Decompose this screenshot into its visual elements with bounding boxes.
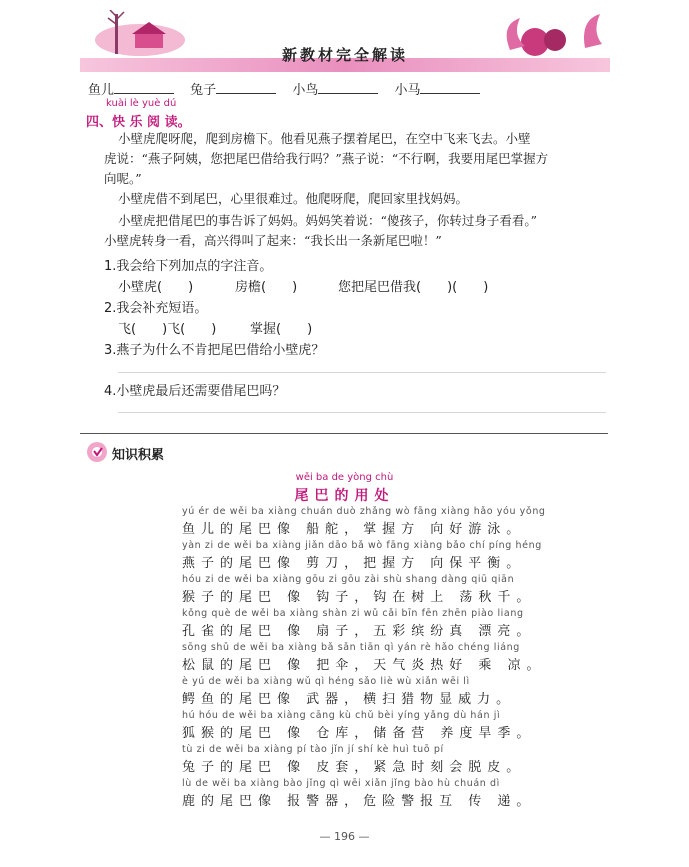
section-divider <box>80 433 608 434</box>
question-3: 3.燕子为什么不肯把尾巴借给小壁虎？ <box>104 343 325 358</box>
poem-line: 狐猴的尾巴 像 仓库，储备营 养度旱季。 <box>182 726 536 741</box>
poem-pinyin-line: hú hóu de wěi ba xiàng cāng kù chǔ bèi yíng yǎng dù hán jì <box>182 710 501 721</box>
poem-line: 松鼠的尾巴 像 把伞，天气炎热好 乘 凉。 <box>182 658 546 673</box>
poem-pinyin-line: è yú de wěi ba xiàng wǔ qì héng sǎo liè wù xiǎn wēi lì <box>182 676 470 687</box>
answer-item[interactable]: 掌握( ) <box>250 322 313 337</box>
answer-line[interactable] <box>118 412 606 413</box>
answer-item[interactable]: 房檐( ) <box>235 280 298 295</box>
poem-line: 鱼儿的尾巴像 船舵，掌握方 向好游泳。 <box>182 522 526 537</box>
question-1: 1.我会给下列加点的字注音。 <box>104 259 273 274</box>
page-number: — 196 — <box>319 830 370 843</box>
poem-line: 猴子的尾巴 像 钩子，钩在树上 荡秋千。 <box>182 590 536 605</box>
poem-pinyin-line: lù de wěi ba xiàng bào jǐng qì wēi xiǎn jǐng bào hù chuán dì <box>182 778 500 789</box>
story-line: 小壁虎借不到尾巴，心里很难过。他爬呀爬，爬回家里找妈妈。 <box>118 191 469 206</box>
story-line: 小壁虎把借尾巴的事告诉了妈妈。妈妈笑着说：“傻孩子，你转过身子看看。” <box>118 213 538 228</box>
answer-line[interactable] <box>118 372 606 373</box>
poem-pinyin-line: tù zi de wěi ba xiàng pí tào jǐn jí shí kè huì tuō pí <box>182 744 444 755</box>
poem-line: 兔子的尾巴 像 皮套，紧急时刻会脱皮。 <box>182 760 526 775</box>
blank-line[interactable] <box>318 81 378 94</box>
fill-blank-row <box>88 79 492 98</box>
poem-line: 鹿的尾巴像 报警器，危险警报互 传 递。 <box>182 794 536 809</box>
poem-pinyin-line: kǒng què de wěi ba xiàng shàn zi wǔ cǎi bīn fēn zhēn piào liang <box>182 608 524 619</box>
question-2: 2.我会补充短语。 <box>104 301 208 316</box>
poem-title-pinyin: wěi ba de yòng chù <box>295 472 394 483</box>
poem-pinyin-line: sōng shǔ de wěi ba xiàng bǎ sǎn tiān qì yán rè hǎo chéng liáng <box>182 642 520 653</box>
fill-blank-label: 兔子 <box>190 83 217 98</box>
poem-pinyin-line: yú ér de wěi ba xiàng chuán duò zhǎng wò fāng xiàng hǎo yóu yǒng <box>182 506 546 517</box>
fill-blank-label: 鱼儿 <box>88 83 115 98</box>
knowledge-icon <box>86 441 108 463</box>
page-header <box>80 10 610 76</box>
answer-item[interactable]: 小壁虎( ) <box>118 280 194 295</box>
poem-pinyin-line: yàn zi de wěi ba xiàng jiǎn dāo bǎ wò fāng xiàng bǎo chí píng héng <box>182 540 542 551</box>
fill-blank-label: 小马 <box>394 83 421 98</box>
answer-item[interactable]: 您把尾巴借我( )( ) <box>338 280 489 295</box>
poem-pinyin-line: hóu zi de wěi ba xiàng gōu zi gōu zài shù shang dàng qiū qiān <box>182 574 515 585</box>
poem-line: 燕子的尾巴像 剪刀，把握方 向保平衡。 <box>182 556 526 571</box>
knowledge-title: 知识积累 <box>112 448 165 463</box>
header-title: 新教材完全解读 <box>281 46 408 64</box>
section-title: 四、快 乐 阅 读。 <box>86 115 191 130</box>
poem-title: 尾巴的用处 <box>294 488 395 504</box>
blank-line[interactable] <box>420 81 480 94</box>
story-line: 小壁虎爬呀爬，爬到房檐下。他看见燕子摆着尾巴，在空中飞来飞去。小壁 <box>118 131 531 146</box>
poem-line: 鳄鱼的尾巴像 武器，横扫猎物显威力。 <box>182 692 516 707</box>
story-line: 小壁虎转身一看，高兴得叫了起来：“我长出一条新尾巴啦！” <box>104 233 442 248</box>
poem-line: 孔雀的尾巴 像 扇子，五彩缤纷真 漂亮。 <box>182 624 536 639</box>
story-line: 虎说：“燕子阿姨，您把尾巴借给我行吗？”燕子说：“不行啊，我要用尾巴掌握方 <box>104 151 549 166</box>
question-4: 4.小壁虎最后还需要借尾巴吗？ <box>104 384 286 399</box>
story-line: 向呢。” <box>104 171 142 186</box>
fill-blank-label: 小鸟 <box>292 83 319 98</box>
blank-line[interactable] <box>216 81 276 94</box>
answer-item[interactable]: 飞( )飞( ) <box>118 322 217 337</box>
blank-line[interactable] <box>114 81 174 94</box>
section-pinyin: kuài lè yuè dú <box>106 98 177 109</box>
